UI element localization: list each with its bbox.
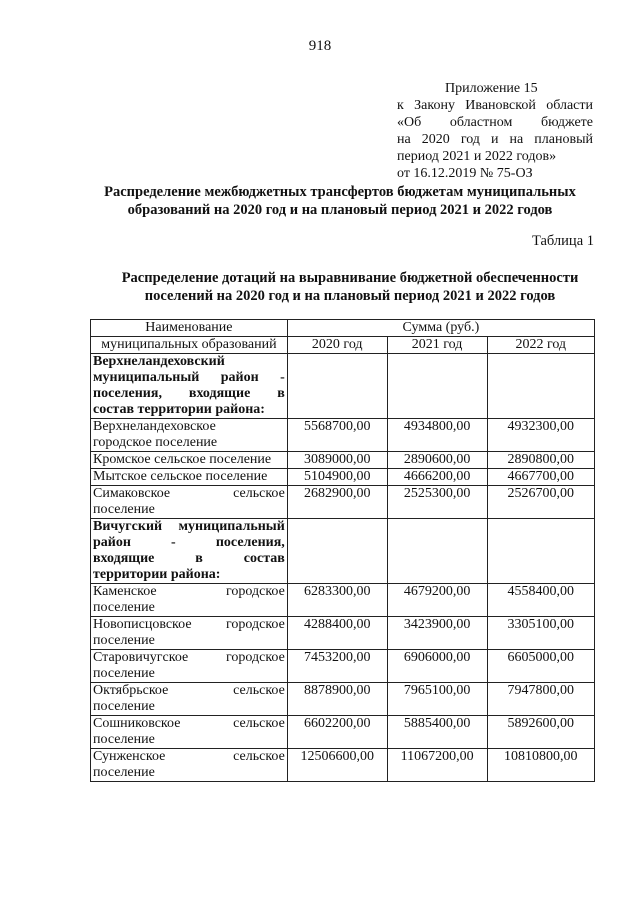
name-line: территории района: <box>93 567 221 582</box>
amount-cell: 11067200,00 <box>387 749 487 782</box>
name-line: Старовичугское городское <box>93 650 285 665</box>
table-row <box>91 683 595 716</box>
amount-cell: 5568700,00 <box>287 419 387 452</box>
settlement-name-cell <box>91 452 288 469</box>
amount-cell: 7965100,00 <box>387 683 487 716</box>
amount-cell: 4932300,00 <box>487 419 595 452</box>
appendix-block <box>397 80 593 182</box>
table-row <box>91 584 595 617</box>
table-row <box>91 617 595 650</box>
amount-cell: 4934800,00 <box>387 419 487 452</box>
subsidy-table <box>90 319 595 782</box>
name-line: поселение <box>93 732 155 747</box>
table-header-row <box>91 320 595 337</box>
name-line: Сошниковское сельское <box>93 716 285 731</box>
table-group-row <box>91 354 595 419</box>
name-line: поселение <box>93 633 155 648</box>
amount-cell: 8878900,00 <box>287 683 387 716</box>
table-row <box>91 716 595 749</box>
document-title-line: образований на 2020 год и на плановый период 2021 и 2022 годов <box>127 202 553 218</box>
name-line: Верхнеландеховское <box>93 419 216 434</box>
table-title <box>60 269 640 305</box>
settlement-name-cell <box>91 419 288 452</box>
name-line: поселения, входящие в <box>93 386 285 401</box>
table-title-line: поселений на 2020 год и на плановый период 2021 и 2022 годов <box>144 288 556 304</box>
name-line: поселение <box>93 666 155 681</box>
amount-cell: 2890600,00 <box>387 452 487 469</box>
name-line: поселение <box>93 502 155 517</box>
name-line: поселение <box>93 600 155 615</box>
amount-cell: 2682900,00 <box>287 486 387 519</box>
name-line: Кромское сельское поселение <box>93 452 272 467</box>
appendix-line: период 2021 и 2022 годов» <box>397 149 557 164</box>
settlement-name-cell <box>91 486 288 519</box>
settlement-name-cell <box>91 469 288 486</box>
table-row <box>91 419 595 452</box>
appendix-line: к Закону Ивановской области <box>397 98 593 113</box>
appendix-line: «Об областном бюджете <box>397 115 593 130</box>
amount-cell: 6283300,00 <box>287 584 387 617</box>
sum-column-header: Сумма (руб.) <box>287 320 594 337</box>
amount-cell: 3423900,00 <box>387 617 487 650</box>
name-line: Октябрьское сельское <box>93 683 285 698</box>
amount-cell: 6602200,00 <box>287 716 387 749</box>
group-name-cell <box>91 354 288 419</box>
amount-cell: 4666200,00 <box>387 469 487 486</box>
amount-cell: 2890800,00 <box>487 452 595 469</box>
amount-cell <box>287 519 387 584</box>
amount-cell <box>387 519 487 584</box>
name-line: Новописцовское городское <box>93 617 285 632</box>
settlement-name-cell <box>91 716 288 749</box>
amount-cell: 5885400,00 <box>387 716 487 749</box>
document-title-line: Распределение межбюджетных трансфертов бюджетам муниципальных <box>104 184 576 200</box>
name-line: входящие в состав <box>93 551 285 566</box>
settlement-name-cell <box>91 584 288 617</box>
table-body <box>91 354 595 782</box>
name-line: Симаковское сельское <box>93 486 285 501</box>
amount-cell: 5892600,00 <box>487 716 595 749</box>
table-header-row <box>91 337 595 354</box>
amount-cell: 2525300,00 <box>387 486 487 519</box>
amount-cell: 4288400,00 <box>287 617 387 650</box>
amount-cell: 10810800,00 <box>487 749 595 782</box>
table-row <box>91 486 595 519</box>
settlement-name-cell <box>91 650 288 683</box>
table-row <box>91 452 595 469</box>
name-line: Сунженское сельское <box>93 749 285 764</box>
name-line: Каменское городское <box>93 584 285 599</box>
amount-cell: 3089000,00 <box>287 452 387 469</box>
amount-cell <box>487 354 595 419</box>
table-row <box>91 749 595 782</box>
name-line: состав территории района: <box>93 402 265 417</box>
amount-cell <box>287 354 387 419</box>
amount-cell: 7947800,00 <box>487 683 595 716</box>
amount-cell: 5104900,00 <box>287 469 387 486</box>
amount-cell: 7453200,00 <box>287 650 387 683</box>
name-column-header: Наименование <box>91 320 288 337</box>
table-group-row <box>91 519 595 584</box>
name-line: поселение <box>93 699 155 714</box>
settlement-name-cell <box>91 617 288 650</box>
amount-cell <box>387 354 487 419</box>
year-column-header: 2021 год <box>387 337 487 354</box>
settlement-name-cell <box>91 683 288 716</box>
amount-cell: 6605000,00 <box>487 650 595 683</box>
amount-cell: 3305100,00 <box>487 617 595 650</box>
table-title-line: Распределение дотаций на выравнивание бюджетной обеспеченности <box>121 270 579 286</box>
table-row <box>91 469 595 486</box>
name-line: район - поселения, <box>93 535 285 550</box>
document-title <box>60 183 620 219</box>
amount-cell <box>487 519 595 584</box>
amount-cell: 4679200,00 <box>387 584 487 617</box>
amount-cell: 6906000,00 <box>387 650 487 683</box>
name-line: Верхнеландеховский <box>93 354 225 369</box>
name-line: Вичугский муниципальный <box>93 519 285 534</box>
name-line: поселение <box>93 765 155 780</box>
amount-cell: 12506600,00 <box>287 749 387 782</box>
table-row <box>91 650 595 683</box>
page-number: 918 <box>308 38 332 54</box>
amount-cell: 4558400,00 <box>487 584 595 617</box>
name-line: Мытское сельское поселение <box>93 469 268 484</box>
table-number: Таблица 1 <box>531 233 594 249</box>
year-column-header: 2022 год <box>487 337 595 354</box>
appendix-line: на 2020 год и на плановый <box>397 132 593 147</box>
settlement-name-cell <box>91 749 288 782</box>
amount-cell: 2526700,00 <box>487 486 595 519</box>
group-name-cell <box>91 519 288 584</box>
name-column-subheader: муниципальных образований <box>91 337 288 354</box>
year-column-header: 2020 год <box>287 337 387 354</box>
name-line: муниципальный район - <box>93 370 285 385</box>
appendix-line: от 16.12.2019 № 75-ОЗ <box>397 166 533 181</box>
appendix-line: Приложение 15 <box>445 81 538 96</box>
name-line: городское поселение <box>93 435 218 450</box>
amount-cell: 4667700,00 <box>487 469 595 486</box>
